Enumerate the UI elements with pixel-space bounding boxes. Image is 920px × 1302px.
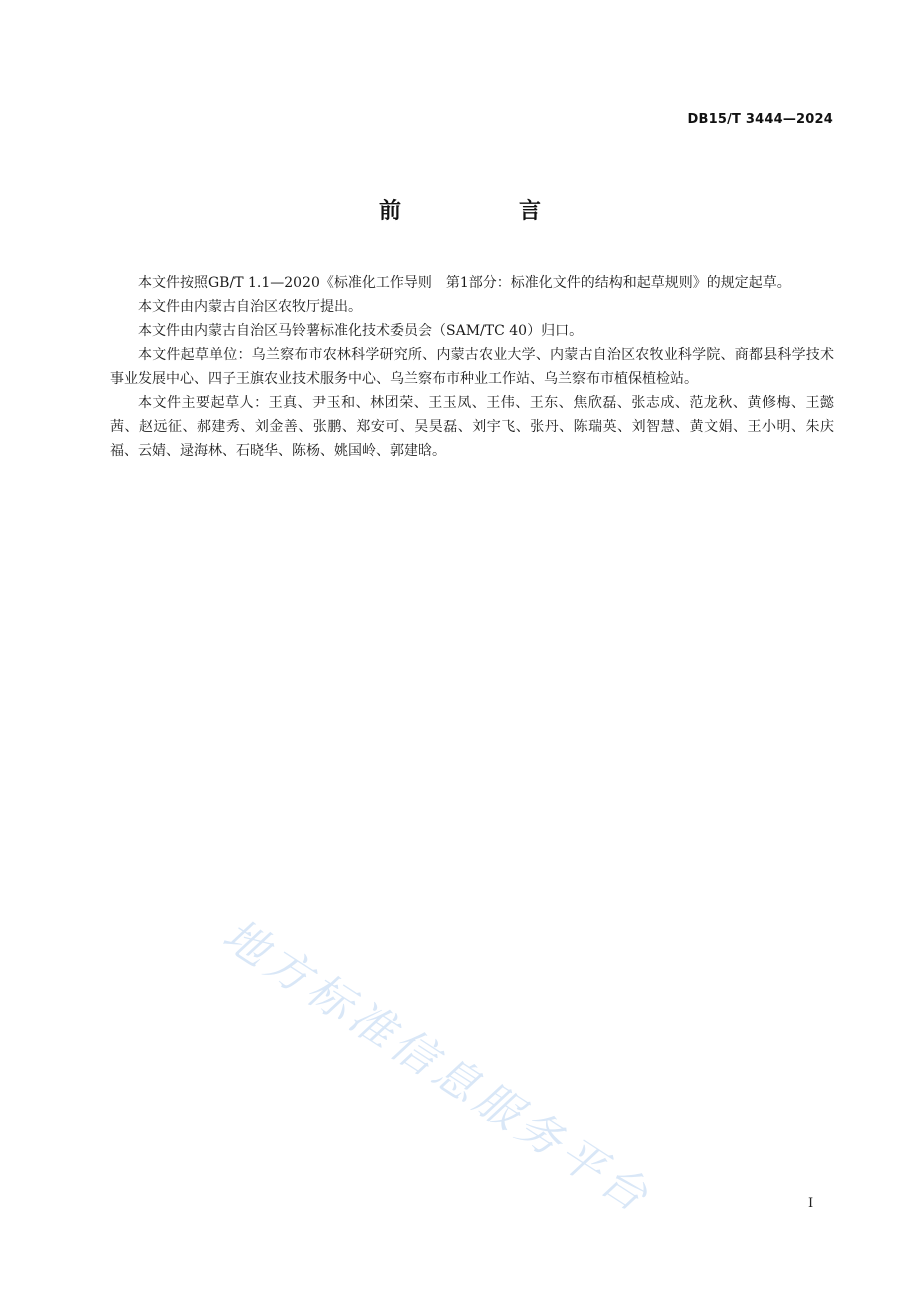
paragraph-drafters: 本文件主要起草人：王真、尹玉和、林团荣、王玉凤、王伟、王东、焦欣磊、张志成、范龙秋、黄修梅、王懿茜、赵远征、郝建秀、刘金善、张鹏、郑安可、吴昊磊、刘宇飞、张丹、陈瑞英、刘智慧、黄文娟、王小明、朱庆福、云婧、逯海林、石晓华、陈杨、姚国岭、郭建晗。 xyxy=(110,395,834,459)
watermark: 地方标准信息服务平台 xyxy=(213,909,661,1225)
paragraph-drafting-rules: 本文件按照GB/T 1.1—2020《标准化工作导则 第1部分：标准化文件的结构和起草规则》的规定起草。 xyxy=(138,275,791,291)
paragraph-technical-committee: 本文件由内蒙古自治区马铃薯标准化技术委员会（SAM/TC 40）归口。 xyxy=(138,323,584,339)
page-title: 前 言 xyxy=(378,199,589,224)
standard-code: DB15/T 3444—2024 xyxy=(687,112,833,127)
paragraph-drafting-units: 本文件起草单位：乌兰察布市农林科学研究所、内蒙古农业大学、内蒙古自治区农牧业科学院、商都县科学技术事业发展中心、四子王旗农业技术服务中心、乌兰察布市种业工作站、乌兰察布市植保植检站。 xyxy=(110,347,834,387)
paragraph-proposer: 本文件由内蒙古自治区农牧厅提出。 xyxy=(138,299,362,315)
preface-body xyxy=(110,271,834,463)
page-number: I xyxy=(808,1196,814,1211)
